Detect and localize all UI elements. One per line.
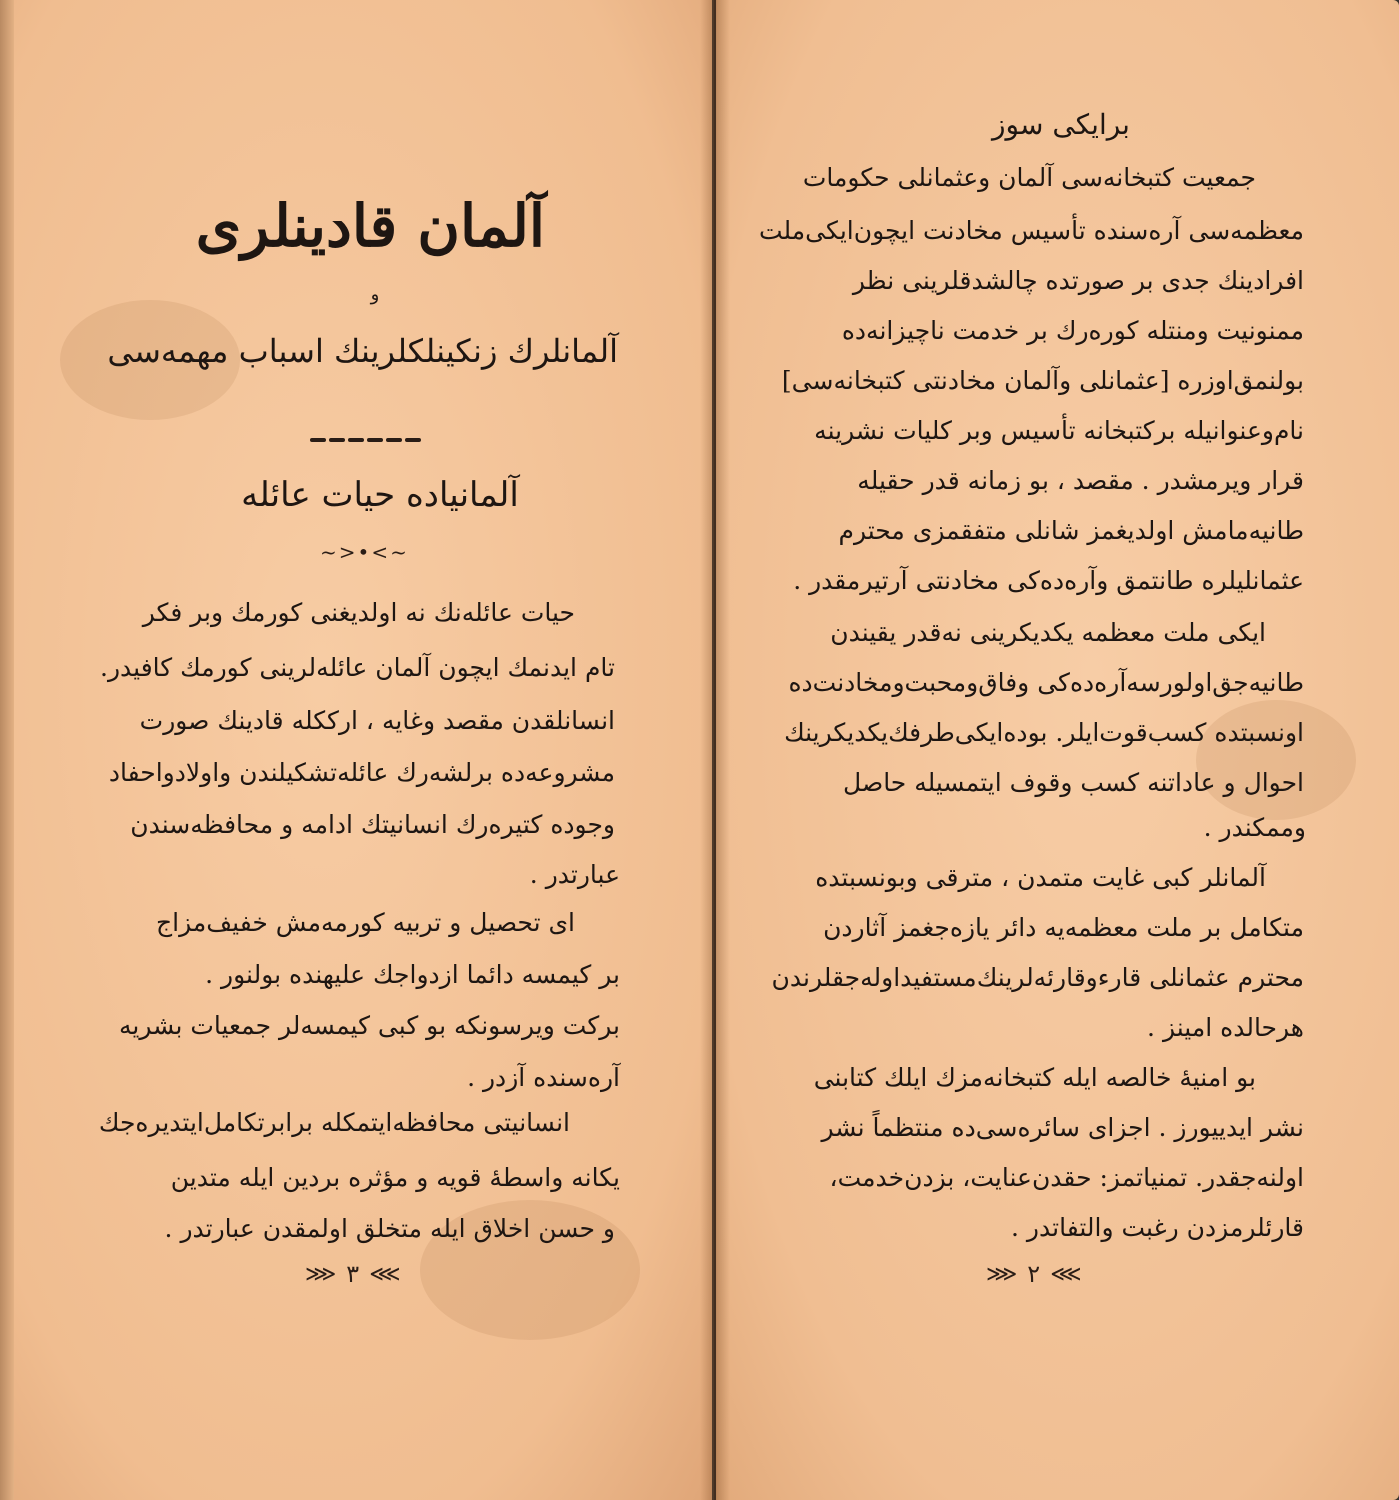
- body-line: معظمه‌سی آره‌سنده تأسیس مخادنت ایچون‌ایكی‌ملت: [758, 216, 1304, 245]
- body-line: مشروعه‌ده برلشه‌رك عائله‌تشكیلندن واولادواحفاد: [108, 758, 615, 787]
- body-line: قرار ویرمشدر . مقصد ، بو زمانه قدر حقیله: [857, 466, 1304, 495]
- folio-ornament-icon: ⋙: [986, 1261, 1018, 1287]
- right-page: [716, 0, 1399, 1500]
- body-line: آلمانلر كبی غایت متمدن ، مترقی وبونسبتده: [815, 863, 1266, 892]
- page-number-right: [986, 1260, 1081, 1288]
- body-line: طانیه‌جق‌اولورسه‌آره‌ده‌كی وفاق‌ومحبت‌ومخادنت‌ده: [788, 668, 1304, 697]
- folio-ornament-icon: ⋘: [369, 1261, 401, 1287]
- body-line: وممكندر .: [1203, 813, 1306, 842]
- page-number-left: [305, 1260, 400, 1288]
- body-line: اولنه‌جقدر. تمنیاتمز: حقدن‌عنایت، بزدن‌خدمت،: [829, 1163, 1304, 1192]
- divider-ornament: [310, 427, 450, 431]
- body-line: حیات عائله‌نك نه اولدیغنی كورمك وبر فكر: [142, 598, 575, 627]
- body-line: عبارتدر .: [529, 860, 620, 889]
- body-line: یكانه واسطهٔ قویه و مؤثره بردین ایله متدین: [170, 1163, 620, 1192]
- body-line: بولنمق‌اوزره [عثمانلی وآلمان مخادنتی كتبخانه‌سی]: [781, 366, 1304, 395]
- book-title: آلمان قادینلری: [195, 192, 545, 260]
- body-line: محترم عثمانلی قارءوقارئه‌لرینك‌مستفیداوله‌جقلرندن: [771, 963, 1304, 992]
- body-line: آره‌سنده آزدر .: [467, 1063, 620, 1092]
- preface-heading: برایكی سوز: [992, 108, 1130, 141]
- body-line: ایكی ملت معظمه یكدیكرینی نه‌قدر یقیندن: [830, 618, 1266, 647]
- body-line: قارئلرمزدن رغبت والتفاتدر .: [1011, 1213, 1304, 1242]
- body-line: اونسبتده كسب‌قوت‌ایلر. بوده‌ایكی‌طرفك‌یكدیكرینك: [784, 718, 1304, 747]
- section-heading: آلمانیاده حیات عائله: [241, 475, 519, 515]
- body-line: و حسن اخلاق ایله متخلق اولمقدن عبارتدر .: [164, 1214, 615, 1243]
- body-line: انسانلقدن مقصد وغایه ، ارككله قادینك صورت: [139, 706, 615, 735]
- body-line: متكامل بر ملت معظمه‌یه دائر یازه‌جغمز آثاردن: [823, 913, 1304, 942]
- body-line: بر كیمسه دائما ازدواجك علیهنده بولنور .: [205, 960, 620, 989]
- body-line: جمعیت كتبخانه‌سی آلمان وعثمانلی حكومات: [802, 163, 1256, 192]
- body-line: عثمانلیلره طانتمق وآره‌ده‌كی مخادنتی آرتیرمقدر .: [793, 566, 1304, 595]
- body-line: ای تحصیل و تربیه كورمه‌مش خفیف‌مزاج: [156, 908, 575, 937]
- page-number: ٢: [1027, 1260, 1041, 1288]
- folio-ornament-icon: ⋘: [1050, 1261, 1082, 1287]
- body-line: طانیه‌مامش اولدیغمز شانلی متفقمزی محترم: [838, 516, 1304, 545]
- book-gutter: [700, 0, 730, 1500]
- body-line: بو امنیهٔ خالصه ایله كتبخانه‌مزك ایلك كتابنی: [813, 1063, 1256, 1092]
- body-line: وجوده كتیره‌رك انسانیتك ادامه و محافظه‌سندن: [130, 810, 615, 839]
- body-line: احوال و عاداتنه كسب وقوف ایتمسیله حاصل: [843, 768, 1304, 797]
- body-line: انسانیتی محافظه‌ایتمكله برابرتكامل‌ایتدیره‌جك: [98, 1108, 570, 1137]
- body-line: نشر ایدییورز . اجزای سائره‌سی‌ده منتظماً نشر: [821, 1113, 1304, 1142]
- body-line: ممنونیت ومنتله كوره‌رك بر خدمت ناچیزانه‌ده: [841, 316, 1304, 345]
- body-line: تام ایدنمك ایچون آلمان عائله‌لرینی كورمك كافیدر.: [100, 653, 615, 682]
- flourish-ornament: ~>•<~: [320, 540, 409, 564]
- body-line: هرحالده امینز .: [1147, 1013, 1304, 1042]
- body-line: افرادینك جدی بر صورتده چالشدقلرینی نظر: [852, 266, 1304, 295]
- folio-ornament-icon: ⋙: [305, 1261, 337, 1287]
- page-number: ٣: [346, 1260, 360, 1288]
- book-subtitle: آلمانلرك زنكینلكلرینك اسباب مهمه‌سی: [107, 332, 618, 370]
- body-line: نام‌وعنوانیله بركتبخانه تأسیس وبر كلیات نشرینه: [814, 416, 1304, 445]
- title-conjunction: و: [370, 284, 380, 305]
- page-edge: [0, 0, 14, 1500]
- body-line: بركت ویرسونكه بو كبی كیمسه‌لر جمعیات بشریه: [119, 1011, 620, 1040]
